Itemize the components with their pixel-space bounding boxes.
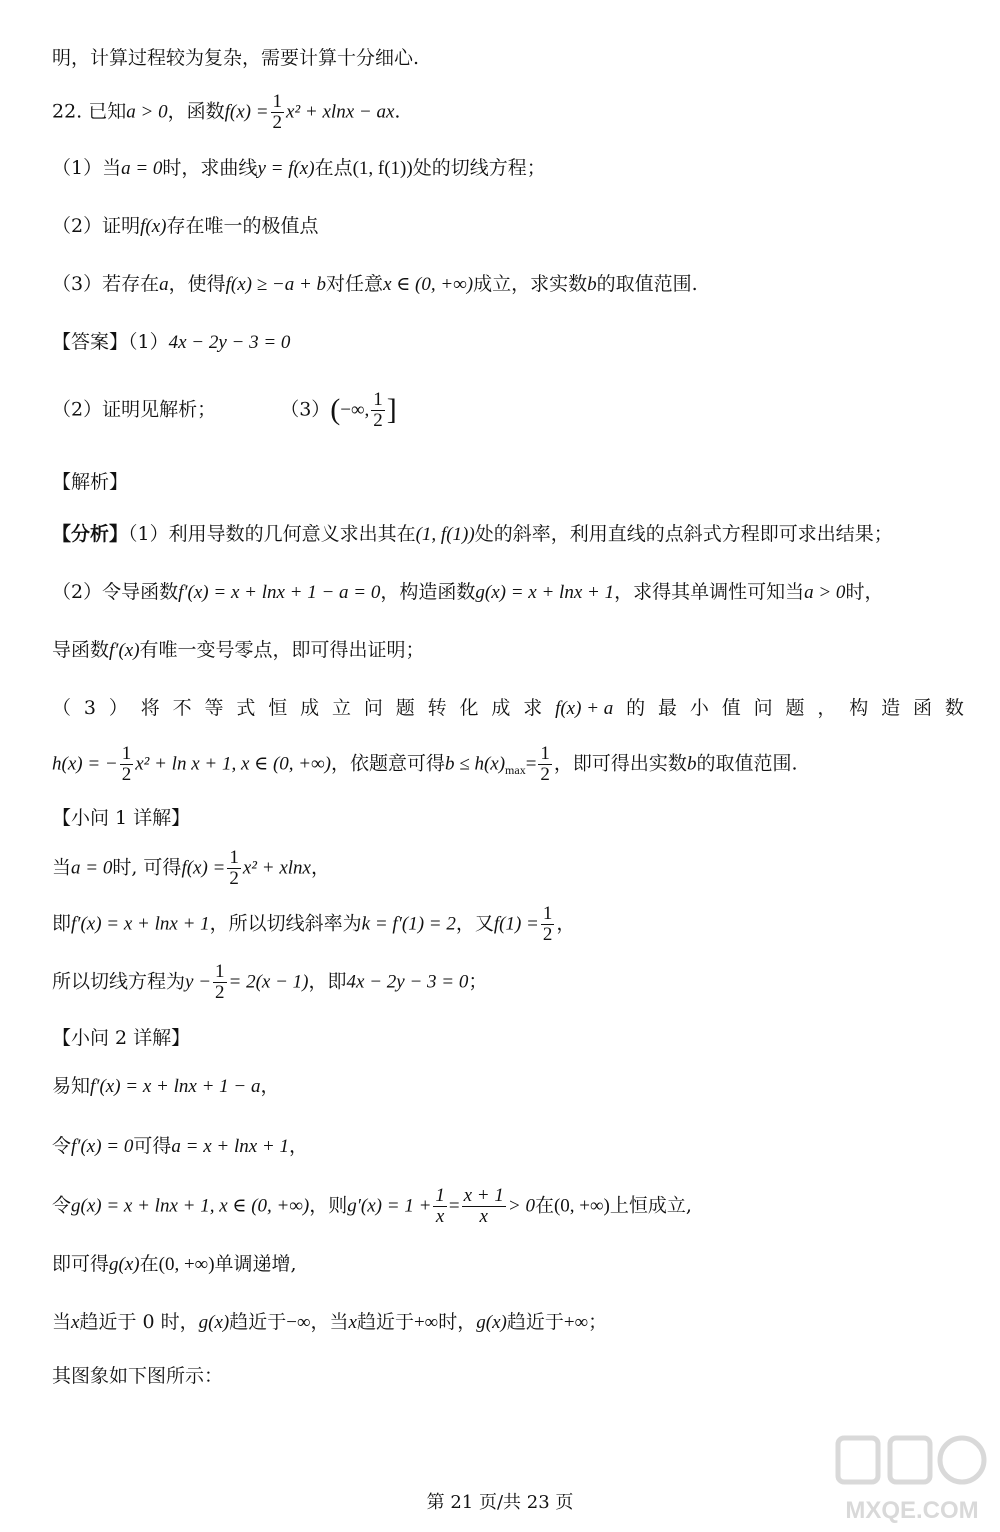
sub1-l1-end: ， <box>310 856 330 879</box>
stem-mid: ，函数 <box>167 100 225 123</box>
sub2-l3-fraction-1: $\frac{1}{x}$ <box>435 1185 445 1227</box>
sub2-l5-pinf2: +∞ <box>563 1312 589 1333</box>
sub2-l4-a: 即可得 <box>52 1253 110 1275</box>
fenxi-p3-char: ， <box>817 697 837 719</box>
stem-cond: a > 0 <box>126 101 168 123</box>
fenxi-p3-line1 <box>52 696 964 722</box>
answer-line-2 <box>52 390 397 431</box>
fenxi-p3-char: 函 <box>913 697 933 719</box>
sub1-l3-a: 所以切线方程为 <box>52 970 186 993</box>
fenxi-p3-var: b <box>686 753 697 775</box>
answer-2: （2）证明见解析； <box>52 398 217 421</box>
sub2-l3-eq: = <box>448 1195 460 1217</box>
answer-label: 【答案】（1） <box>52 331 169 353</box>
fenxi-p1-point: (1, f(1)) <box>415 524 475 545</box>
analysis-label: 【解析】 <box>52 471 129 493</box>
sub2-l5-ninf: −∞ <box>286 1312 311 1333</box>
fenxi-p2-c: ，求得其单调性可知当 <box>614 581 805 603</box>
q1-prefix: （1）当 <box>52 157 122 179</box>
q1-end: 处的切线方程； <box>412 157 546 179</box>
fenxi-p3-char: 题 <box>785 697 805 719</box>
answer-3-left: −∞, <box>340 399 370 421</box>
sub2-l4-dom: (0, +∞) <box>158 1254 215 1275</box>
sub1-l2-fraction: $\frac{1}{2}$ <box>542 903 553 945</box>
sub1-l3-end: ； <box>468 970 488 993</box>
fenxi-p3-d: 的取值范围. <box>696 752 798 775</box>
fenxi-p3-char: （ <box>52 697 72 719</box>
fenxi-p3-char: 数 <box>944 697 964 719</box>
sub1-l2-b: ，所以切线斜率为 <box>209 912 362 935</box>
q2-func: f(x) <box>140 216 167 237</box>
sub2-l5-a: 当 <box>52 1311 72 1333</box>
fenxi-p1-b: 处的斜率，利用直线的点斜式方程即可求出结果； <box>474 523 893 545</box>
fenxi-p3-char: 立 <box>331 697 351 719</box>
sub2-l4-end: 单调递增, <box>214 1253 297 1275</box>
fenxi-p2-d: 时， <box>845 581 884 603</box>
fenxi-p2-g: g(x) = x + lnx + 1 <box>475 582 615 603</box>
fenxi-p3-char: ） <box>108 697 128 719</box>
fenxi-label: 【分析】 <box>52 523 129 545</box>
q3-domain: x ∈ (0, +∞) <box>383 274 474 295</box>
sub2-line2 <box>52 1134 308 1160</box>
sub2-l3-fraction-2: $\frac{x + 1}{x}$ <box>463 1185 504 1227</box>
fenxi-p2-line2-f: f′(x) <box>109 640 140 661</box>
fenxi-p2-a: （2）令导函数 <box>52 581 179 603</box>
q3-prefix: （3）若存在 <box>52 273 160 295</box>
fenxi-p3-char: 将 <box>140 697 160 719</box>
sub1-l1-lhs: f(x) = <box>181 857 226 879</box>
sub2-l3-gt: > 0 <box>507 1195 535 1217</box>
fenxi-p3-char: 式 <box>236 697 256 719</box>
fenxi-p3-line2 <box>52 744 797 785</box>
sub2-l5-b: 趋近于 0 时， <box>79 1311 199 1333</box>
fenxi-p3-ineq: b ≤ h(x) <box>445 753 506 775</box>
sub2-label: 【小问 2 详解】 <box>52 1027 191 1049</box>
sub1-line1 <box>52 848 330 889</box>
fenxi-p3-char: 题 <box>395 697 415 719</box>
fenxi-p3-c: ，即可得出实数 <box>553 752 687 775</box>
sub1-l2-k: k = f′(1) = 2 <box>361 913 456 935</box>
q1-point: (1, f(1)) <box>352 158 413 179</box>
fenxi-p2-b: ，构造函数 <box>380 581 476 603</box>
sub2-l5-g: g(x) <box>198 1312 230 1333</box>
q3-end: 成立，求实数 <box>473 273 588 295</box>
fenxi-p3-max: max <box>505 763 526 778</box>
sub1-line3 <box>52 962 487 1003</box>
sub2-l5-x2: x <box>348 1312 357 1333</box>
fenxi-p3-char: 小 <box>689 697 709 719</box>
sub2-l2-res: a = x + lnx + 1 <box>171 1136 289 1157</box>
fenxi-p1 <box>52 522 893 548</box>
fenxi-p2 <box>52 580 883 606</box>
answer-3-close-bracket: ] <box>386 393 397 427</box>
fenxi-p3-char: 问 <box>363 697 383 719</box>
fenxi-p3-char: 化 <box>459 697 479 719</box>
q3-a: a <box>159 274 169 295</box>
answer-1: 4x − 2y − 3 = 0 <box>168 332 291 353</box>
sub2-line3 <box>52 1186 692 1227</box>
sub2-l2-eq: f′(x) = 0 <box>71 1136 134 1157</box>
sub2-l2-b: 可得 <box>133 1135 172 1157</box>
answer-3-fraction: $\frac{1}{2}$ <box>373 389 383 431</box>
fenxi-p3-eq: = <box>525 753 537 775</box>
sub2-l5-e: 趋近于 <box>356 1311 414 1333</box>
sub2-l5-x: x <box>71 1312 80 1333</box>
fenxi-p3-char: 等 <box>204 697 224 719</box>
sub1-l1-cond: a = 0 <box>71 857 113 879</box>
q3-ineq: f(x) ≥ −a + b <box>225 274 327 295</box>
sub2-l5-f: 时， <box>438 1311 477 1333</box>
sub1-l2-f1: f(1) = <box>493 913 539 935</box>
fenxi-p2-line2 <box>52 638 425 664</box>
watermark-logo <box>830 1432 995 1527</box>
sub1-l2-c: ，又 <box>455 912 494 935</box>
sub1-line2 <box>52 904 575 945</box>
sub1-l3-res: 4x − 2y − 3 = 0 <box>346 971 469 993</box>
stem-func-lhs: f(x) = <box>224 101 269 123</box>
fenxi-p3-h-rhs: x² + ln x + 1, x ∈ (0, +∞) <box>135 753 331 775</box>
fenxi-p3-char: 最 <box>658 697 678 719</box>
sub2-l5-g-txt: 趋近于 <box>506 1311 564 1333</box>
sub2-l3-dom: (0, +∞) <box>553 1195 610 1217</box>
fenxi-p3-char: 求 <box>523 697 543 719</box>
page-footer: 第 21 页/共 23 页 <box>426 1492 574 1513</box>
fenxi-p2-eq: f′(x) = x + lnx + 1 − a = 0 <box>178 582 381 603</box>
q1-mid2: 在点 <box>314 157 353 179</box>
answer-3-label: （3） <box>280 398 331 421</box>
sub1-l1-fraction: $\frac{1}{2}$ <box>229 847 239 889</box>
sub2-l3-g: g(x) = x + lnx + 1, x ∈ (0, +∞) <box>71 1195 310 1217</box>
sub2-line4 <box>52 1252 297 1278</box>
stem-prefix: 22. 已知 <box>52 100 127 123</box>
sub1-label: 【小问 1 详解】 <box>52 807 191 829</box>
top-note: 明，计算过程较为复杂，需要计算十分细心. <box>52 47 420 69</box>
fenxi-p3-expr: f(x) + a <box>555 698 614 719</box>
question-2 <box>52 214 318 240</box>
sub1-l1-b: 时, 可得 <box>112 856 182 879</box>
sub2-line1 <box>52 1074 279 1100</box>
fenxi-p3-char: 构 <box>849 697 869 719</box>
sub1-l1-rhs: x² + xlnx <box>242 857 311 879</box>
stem-fraction: $\frac{1}{2}$ <box>272 91 283 133</box>
sub1-l3-b: ，即 <box>308 970 347 993</box>
fenxi-p3-char: 不 <box>172 697 192 719</box>
sub1-l1-a: 当 <box>52 856 72 879</box>
fenxi-p3-char: 问 <box>753 697 773 719</box>
sub2-l4-b: 在 <box>139 1253 159 1275</box>
fenxi-p2-cond: a > 0 <box>804 582 846 603</box>
q3-mid: ，使得 <box>168 273 226 295</box>
sub2-l2-a: 令 <box>52 1135 72 1157</box>
watermark-text: MXQE.COM <box>845 1497 979 1524</box>
fenxi-p3-h-lhs: h(x) = − <box>52 753 118 775</box>
sub2-l1-a: 易知 <box>52 1075 91 1097</box>
fenxi-p3-h-fraction: $\frac{1}{2}$ <box>121 743 132 785</box>
sub2-l3-end: 上恒成立, <box>609 1194 692 1217</box>
problem-stem <box>52 92 400 133</box>
sub2-l3-c: 在 <box>534 1194 554 1217</box>
fenxi-p3-b: ，依题意可得 <box>331 752 446 775</box>
q2-end: 存在唯一的极值点 <box>166 215 319 237</box>
fenxi-p3-char: 的 <box>626 697 646 719</box>
fenxi-p3-char: 3 <box>83 697 96 719</box>
fenxi-p2-line2-b: 有唯一变号零点，即可得出证明； <box>139 639 425 661</box>
sub2-l5-g2: g(x) <box>476 1312 507 1333</box>
fenxi-p3-char: 转 <box>427 697 447 719</box>
sub2-l1-eq: f′(x) = x + lnx + 1 − a <box>90 1076 261 1097</box>
q2-prefix: （2）证明 <box>52 215 141 237</box>
sub2-l3-b: ，则 <box>309 1194 348 1217</box>
question-3 <box>52 272 698 298</box>
q1-mid: 时，求曲线 <box>162 157 258 179</box>
sub2-l3-a: 令 <box>52 1194 72 1217</box>
q3-mid2: 对任意 <box>326 273 384 295</box>
answer-3-open-bracket: ( <box>330 393 341 427</box>
stem-end: . <box>394 100 401 123</box>
q3-end2: 的取值范围. <box>596 273 698 295</box>
sub2-l1-end: ， <box>260 1075 280 1097</box>
sub1-l2-end: ， <box>556 912 576 935</box>
fenxi-p3-char: 造 <box>881 697 901 719</box>
sub2-l4-g: g(x) <box>109 1254 140 1275</box>
question-1 <box>52 156 546 182</box>
sub1-l3-fraction: $\frac{1}{2}$ <box>215 961 225 1003</box>
fenxi-p1-a: （1）利用导数的几何意义求出其在 <box>128 523 416 545</box>
q1-curve: y = f(x) <box>257 158 315 179</box>
sub1-l2-eq: f′(x) = x + lnx + 1 <box>71 913 210 935</box>
sub2-l2-end: ， <box>288 1135 308 1157</box>
fenxi-p2-line2-a: 导函数 <box>52 639 110 661</box>
sub1-l3-lhs: y − <box>185 971 212 993</box>
sub2-l5-pinf: +∞ <box>413 1312 439 1333</box>
fenxi-p3-char: 值 <box>721 697 741 719</box>
fenxi-p3-fraction: $\frac{1}{2}$ <box>540 743 550 785</box>
sub1-l2-a: 即 <box>52 912 72 935</box>
sub2-l5-c: 趋近于 <box>229 1311 287 1333</box>
fenxi-p3-char: 成 <box>491 697 511 719</box>
stem-func-rhs: x² + xlnx − ax <box>286 101 395 123</box>
sub2-line6: 其图象如下图所示： <box>52 1365 224 1387</box>
fenxi-p3-char: 成 <box>300 697 320 719</box>
q1-cond: a = 0 <box>121 158 163 179</box>
fenxi-p3-char: 恒 <box>268 697 288 719</box>
sub2-l3-gp: g′(x) = 1 + <box>347 1195 432 1217</box>
sub1-l3-rhs: = 2(x − 1) <box>228 971 309 993</box>
sub2-line5 <box>52 1310 607 1336</box>
q3-b: b <box>587 274 597 295</box>
answer-line-1 <box>52 330 290 356</box>
watermark-icon <box>830 1432 995 1527</box>
sub2-l5-d: ，当 <box>310 1311 349 1333</box>
sub2-l5-end: ； <box>588 1311 608 1333</box>
